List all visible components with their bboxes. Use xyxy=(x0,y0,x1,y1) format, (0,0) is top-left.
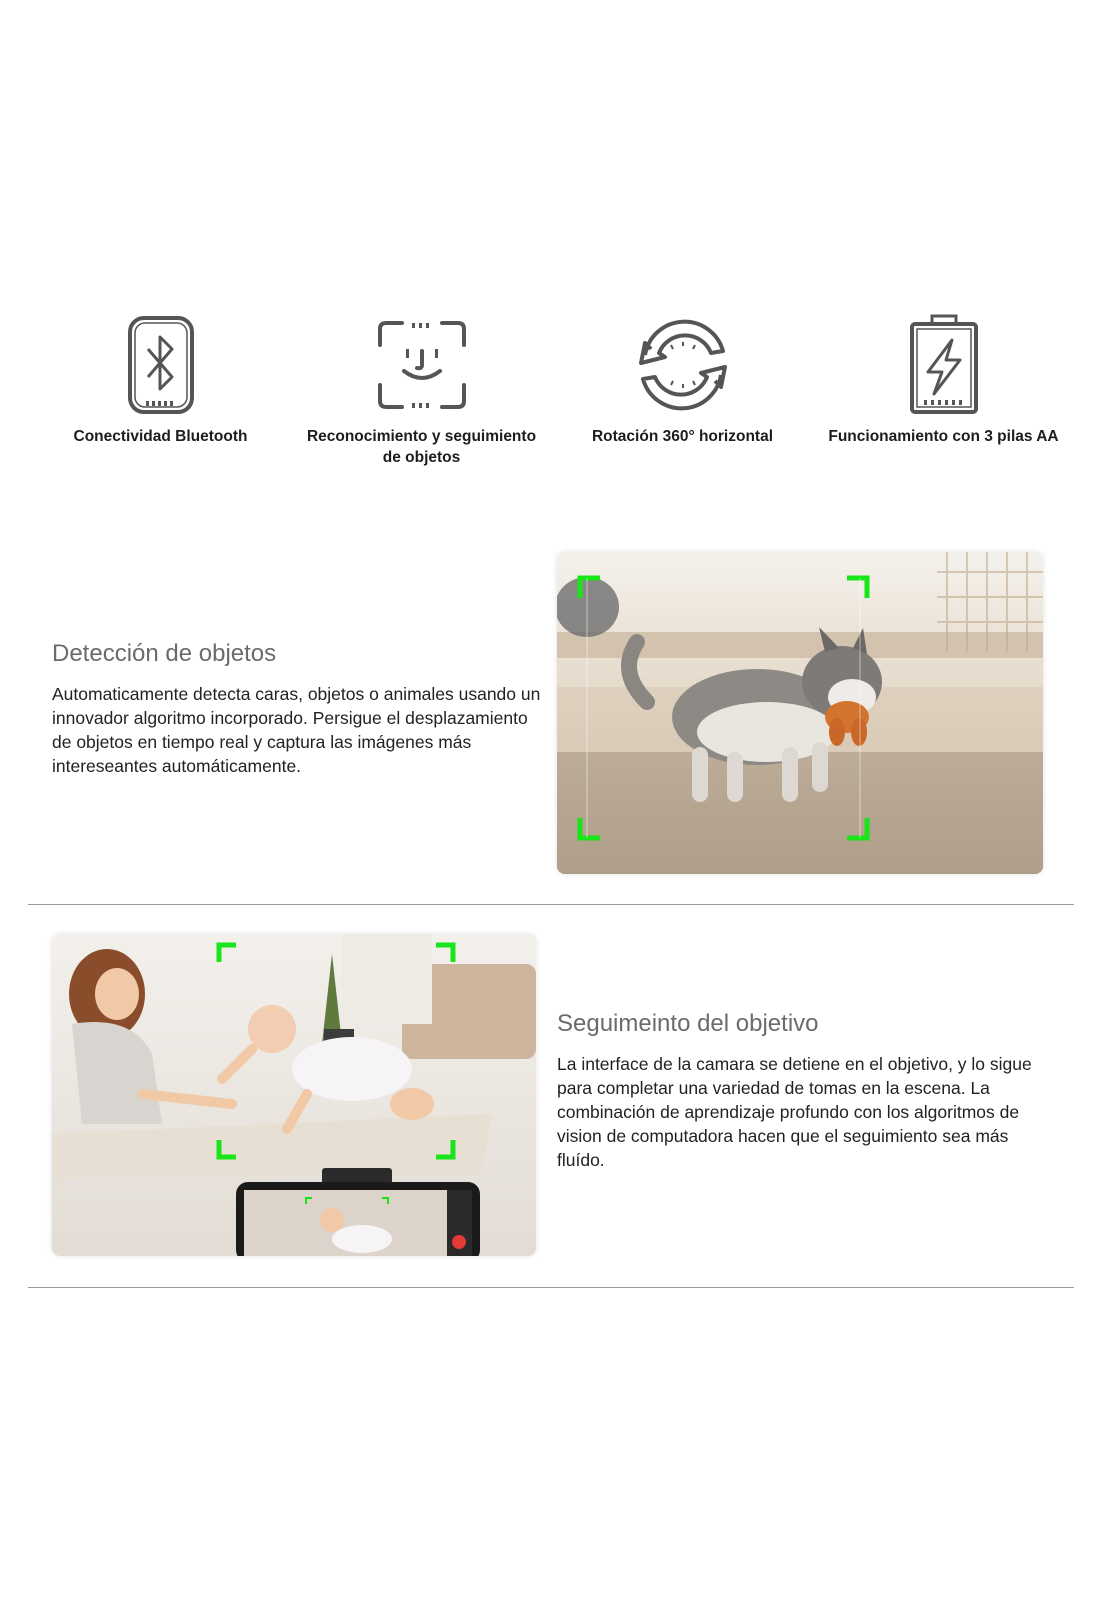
feature-label: Conectividad Bluetooth xyxy=(73,428,248,445)
face-recognition-icon xyxy=(367,310,477,420)
detection-body: Automaticamente detecta caras, objetos o animales usando un innovador algoritmo incorporado. Persigue el desplazamiento de objetos en tiempo real y captura las imágenes más intereseantes automáticamente. xyxy=(52,684,541,776)
tracking-text xyxy=(557,1010,1045,1172)
baby-photo xyxy=(52,934,536,1256)
detection-title: Detección de objetos xyxy=(52,640,277,667)
feature-battery xyxy=(813,310,1074,480)
feature-face-tracking xyxy=(291,310,552,480)
feature-label: Reconocimiento y seguimiento de objetos xyxy=(306,428,537,466)
tracking-title: Seguimeinto del objetivo xyxy=(557,1010,819,1037)
divider xyxy=(28,1287,1074,1288)
battery-charge-icon xyxy=(889,310,999,420)
rotation-360-icon xyxy=(628,310,738,420)
detection-text xyxy=(52,640,552,778)
features-row xyxy=(30,310,1074,480)
puppy-photo xyxy=(557,552,1043,874)
feature-label: Funcionamiento con 3 pilas AA xyxy=(828,428,1059,445)
bluetooth-phone-icon xyxy=(106,310,216,420)
feature-label: Rotación 360° horizontal xyxy=(591,428,774,445)
tracking-body: La interface de la camara se detiene en el objetivo, y lo sigue para completar una variedad de tomas en la escena. La combinación de aprendizaje profundo con los algoritmos de vision de computadora hacen que el seguimiento sea más fluído. xyxy=(557,1054,1032,1170)
feature-bluetooth xyxy=(30,310,291,480)
feature-rotation xyxy=(552,310,813,480)
divider xyxy=(28,904,1074,905)
